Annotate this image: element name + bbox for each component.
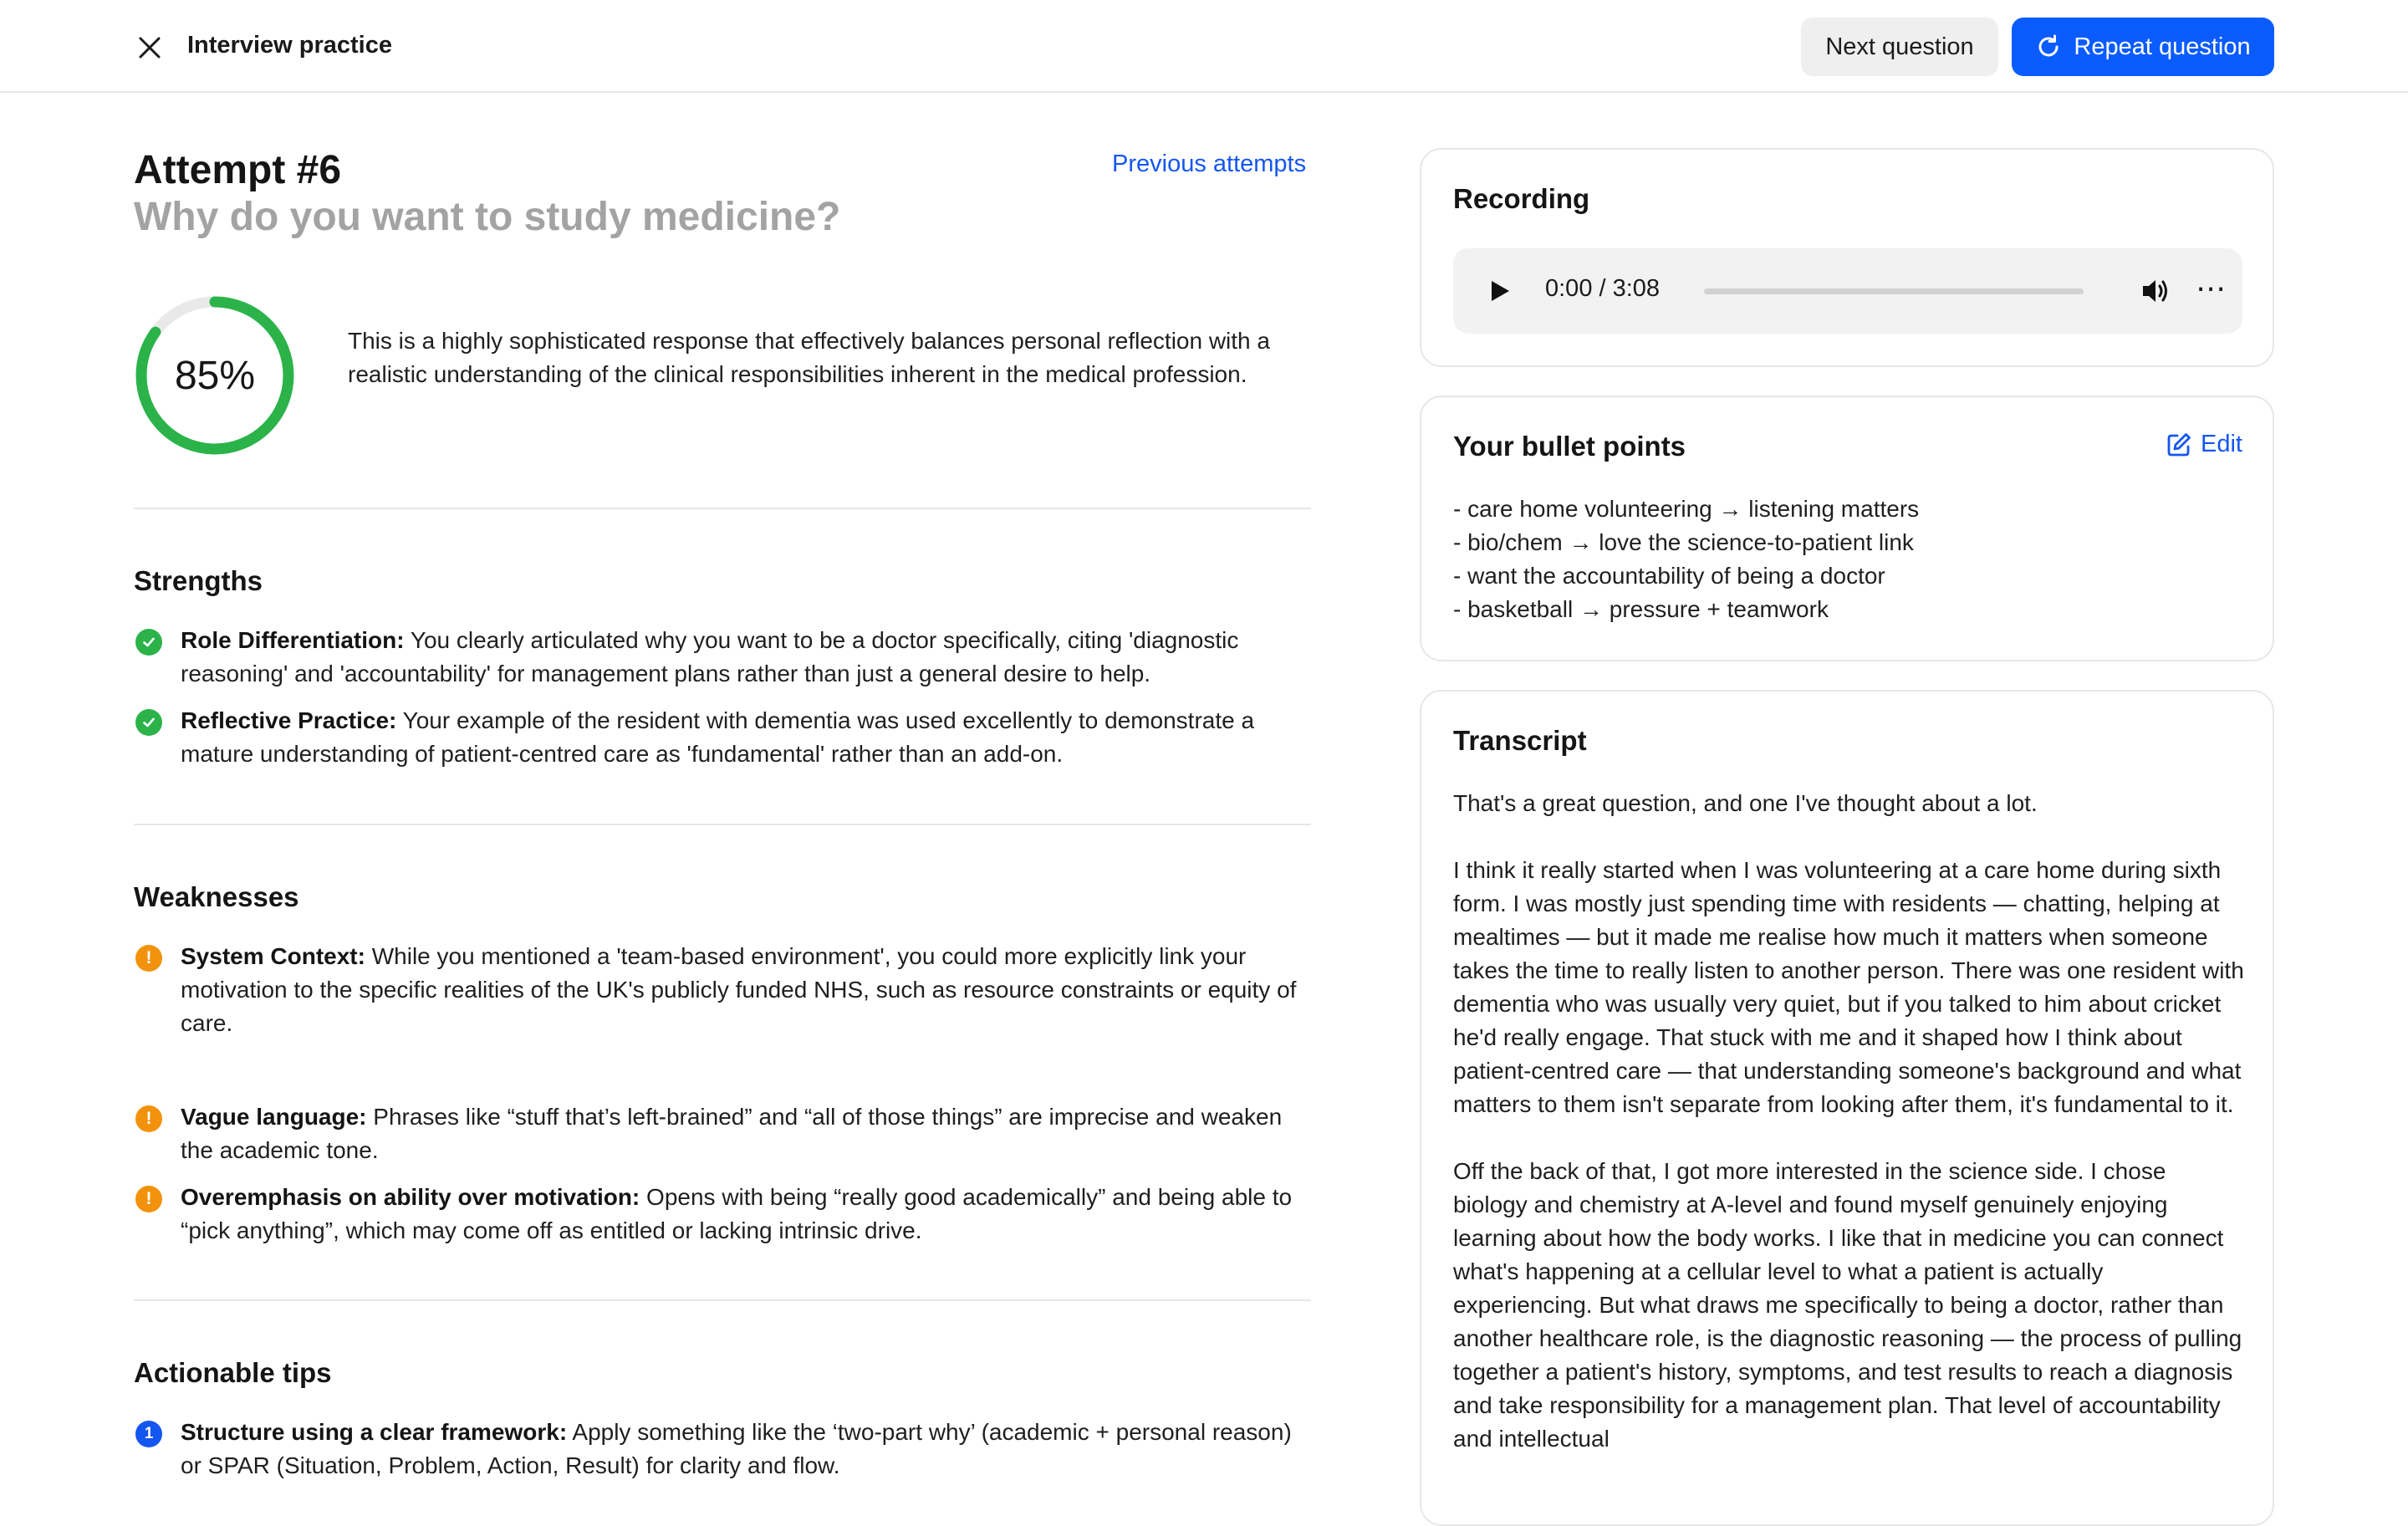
recording-card — [1420, 148, 2274, 367]
attempt-title: Attempt #6 — [134, 148, 342, 192]
next-question-button[interactable]: Next question — [1801, 18, 1998, 76]
strength-label: Role Differentiation: — [181, 627, 405, 653]
warning-circle-icon: ! — [135, 945, 162, 972]
bullet-line: - care home volunteering → listening matters — [1453, 496, 1920, 522]
strengths-list — [134, 624, 1313, 771]
close-icon[interactable] — [137, 35, 162, 60]
recording-title: Recording — [1453, 183, 1590, 214]
strength-text: Your example of the resident with dementia was used excellently to demonstrate a mature understanding of patient-centred care as 'fundamental' rather than an add-on. — [181, 707, 1255, 767]
divider — [134, 824, 1311, 825]
edit-button[interactable] — [2166, 431, 2242, 458]
bullet-points-title: Your bullet points — [1453, 431, 1686, 462]
weakness-label: System Context: — [181, 943, 365, 969]
weaknesses-list — [134, 940, 1313, 1248]
divider — [134, 1299, 1311, 1301]
weakness-text: Opens with being “really good academically” and being able to “pick anything”, which may come off as entitled or lacking intrinsic drive. — [181, 1184, 1293, 1243]
tip-item — [134, 1416, 1313, 1483]
transcript-title: Transcript — [1453, 725, 1587, 756]
check-circle-icon — [135, 709, 162, 736]
warning-circle-icon: ! — [135, 1105, 162, 1132]
repeat-question-label: Repeat question — [2074, 33, 2251, 60]
previous-attempts-link[interactable]: Previous attempts — [1112, 151, 1307, 177]
transcript-paragraph: Off the back of that, I got more interested in the science side. I chose biology and chemistry at A-level and found myself genuinely enjoying learning about how the body works. I like that in medicine you can connect what's happening at a cellular level to what a patient is actually experiencing. But what draws me specifically to being a doctor, rather than another healthcare role, is the diagnostic reasoning — the process of pulling together a patient's history, symptoms, and test results to reach a diagnosis and take responsibility for a management plan. That level of accountability and intellectual — [1453, 1158, 2242, 1452]
weaknesses-title: Weaknesses — [134, 881, 299, 912]
transcript-paragraph: That's a great question, and one I've thought about a lot. — [1453, 790, 2038, 816]
tips-list — [134, 1416, 1313, 1483]
audio-time: 0:00 / 3:08 — [1545, 275, 1661, 302]
audio-player — [1453, 248, 2242, 334]
edit-icon — [2166, 431, 2192, 458]
top-bar — [0, 0, 2408, 93]
strength-label: Reflective Practice: — [181, 707, 397, 733]
question-text: Why do you want to study medicine? — [134, 195, 841, 239]
tips-title: Actionable tips — [134, 1357, 332, 1388]
weakness-label: Overemphasis on ability over motivation: — [181, 1184, 640, 1210]
weakness-text: Phrases like “stuff that’s left-brained” and “all of those things” are imprecise and weaken the academic tone. — [181, 1104, 1283, 1163]
weakness-text: While you mentioned a 'team-based environment', you could more explicitly link your motivation to the specific realities of the UK's publicly funded NHS, such as resource constraints or equity of care. — [181, 943, 1297, 1036]
strength-text: You clearly articulated why you want to be a doctor specifically, citing 'diagnostic reasoning' and 'accountability' for management plans rather than just a general desire to help. — [181, 627, 1239, 686]
bullet-points-list — [1453, 493, 2239, 626]
strength-item — [134, 704, 1313, 771]
transcript-card — [1420, 690, 2274, 1526]
tip-number-badge: 1 — [135, 1421, 162, 1447]
divider — [134, 508, 1311, 509]
tip-label: Structure using a clear framework: — [181, 1419, 568, 1445]
weakness-item — [134, 1100, 1313, 1167]
bullet-line: - want the accountability of being a doctor — [1453, 563, 1885, 589]
bullet-line: - basketball → pressure + teamwork — [1453, 596, 1829, 622]
score-percentage: 85% — [174, 353, 256, 398]
warning-circle-icon: ! — [135, 1186, 162, 1212]
app-title: Interview practice — [187, 32, 392, 59]
weakness-item — [134, 1181, 1313, 1248]
close-button[interactable] — [132, 30, 167, 65]
volume-icon[interactable] — [2140, 277, 2171, 305]
weakness-label: Vague language: — [181, 1104, 367, 1130]
audio-progress-track[interactable] — [1704, 288, 2084, 294]
score-summary: This is a highly sophisticated response that effectively balances personal reflection with a realistic understanding of the clinical responsibilities inherent in the medical profession. — [348, 328, 1270, 387]
weakness-item — [134, 940, 1313, 1040]
check-circle-icon — [135, 629, 162, 656]
strength-item — [134, 624, 1313, 691]
edit-label: Edit — [2201, 431, 2242, 457]
play-icon[interactable] — [1487, 278, 1512, 304]
transcript-body — [1453, 787, 2246, 1489]
more-options-icon[interactable]: ⋯ — [2196, 271, 2227, 305]
transcript-paragraph: I think it really started when I was volunteering at a care home during sixth form. I was mostly just spending time with residents — chatting, helping at mealtimes — but it made me realise how much it matters when someone takes the time to really listen to another person. There was one resident with dementia who was usually very quiet, but if you talked to him about cricket he'd really engage. That stuck with me and it shaped how I think about patient-centred care — that understanding someone's background and what matters to them isn't separate from looking after them, it's fundamental to it. — [1453, 857, 2244, 1117]
tip-text: Apply something like the ‘two-part why’ (academic + personal reason) or SPAR (Situation, Problem, Action, Result) for clarity and flow. — [181, 1419, 1292, 1478]
strengths-title: Strengths — [134, 565, 263, 596]
repeat-question-button[interactable] — [2012, 18, 2274, 76]
bullet-points-card — [1420, 396, 2274, 661]
bullet-line: - bio/chem → love the science-to-patient link — [1453, 529, 1914, 555]
refresh-icon — [2035, 33, 2062, 60]
